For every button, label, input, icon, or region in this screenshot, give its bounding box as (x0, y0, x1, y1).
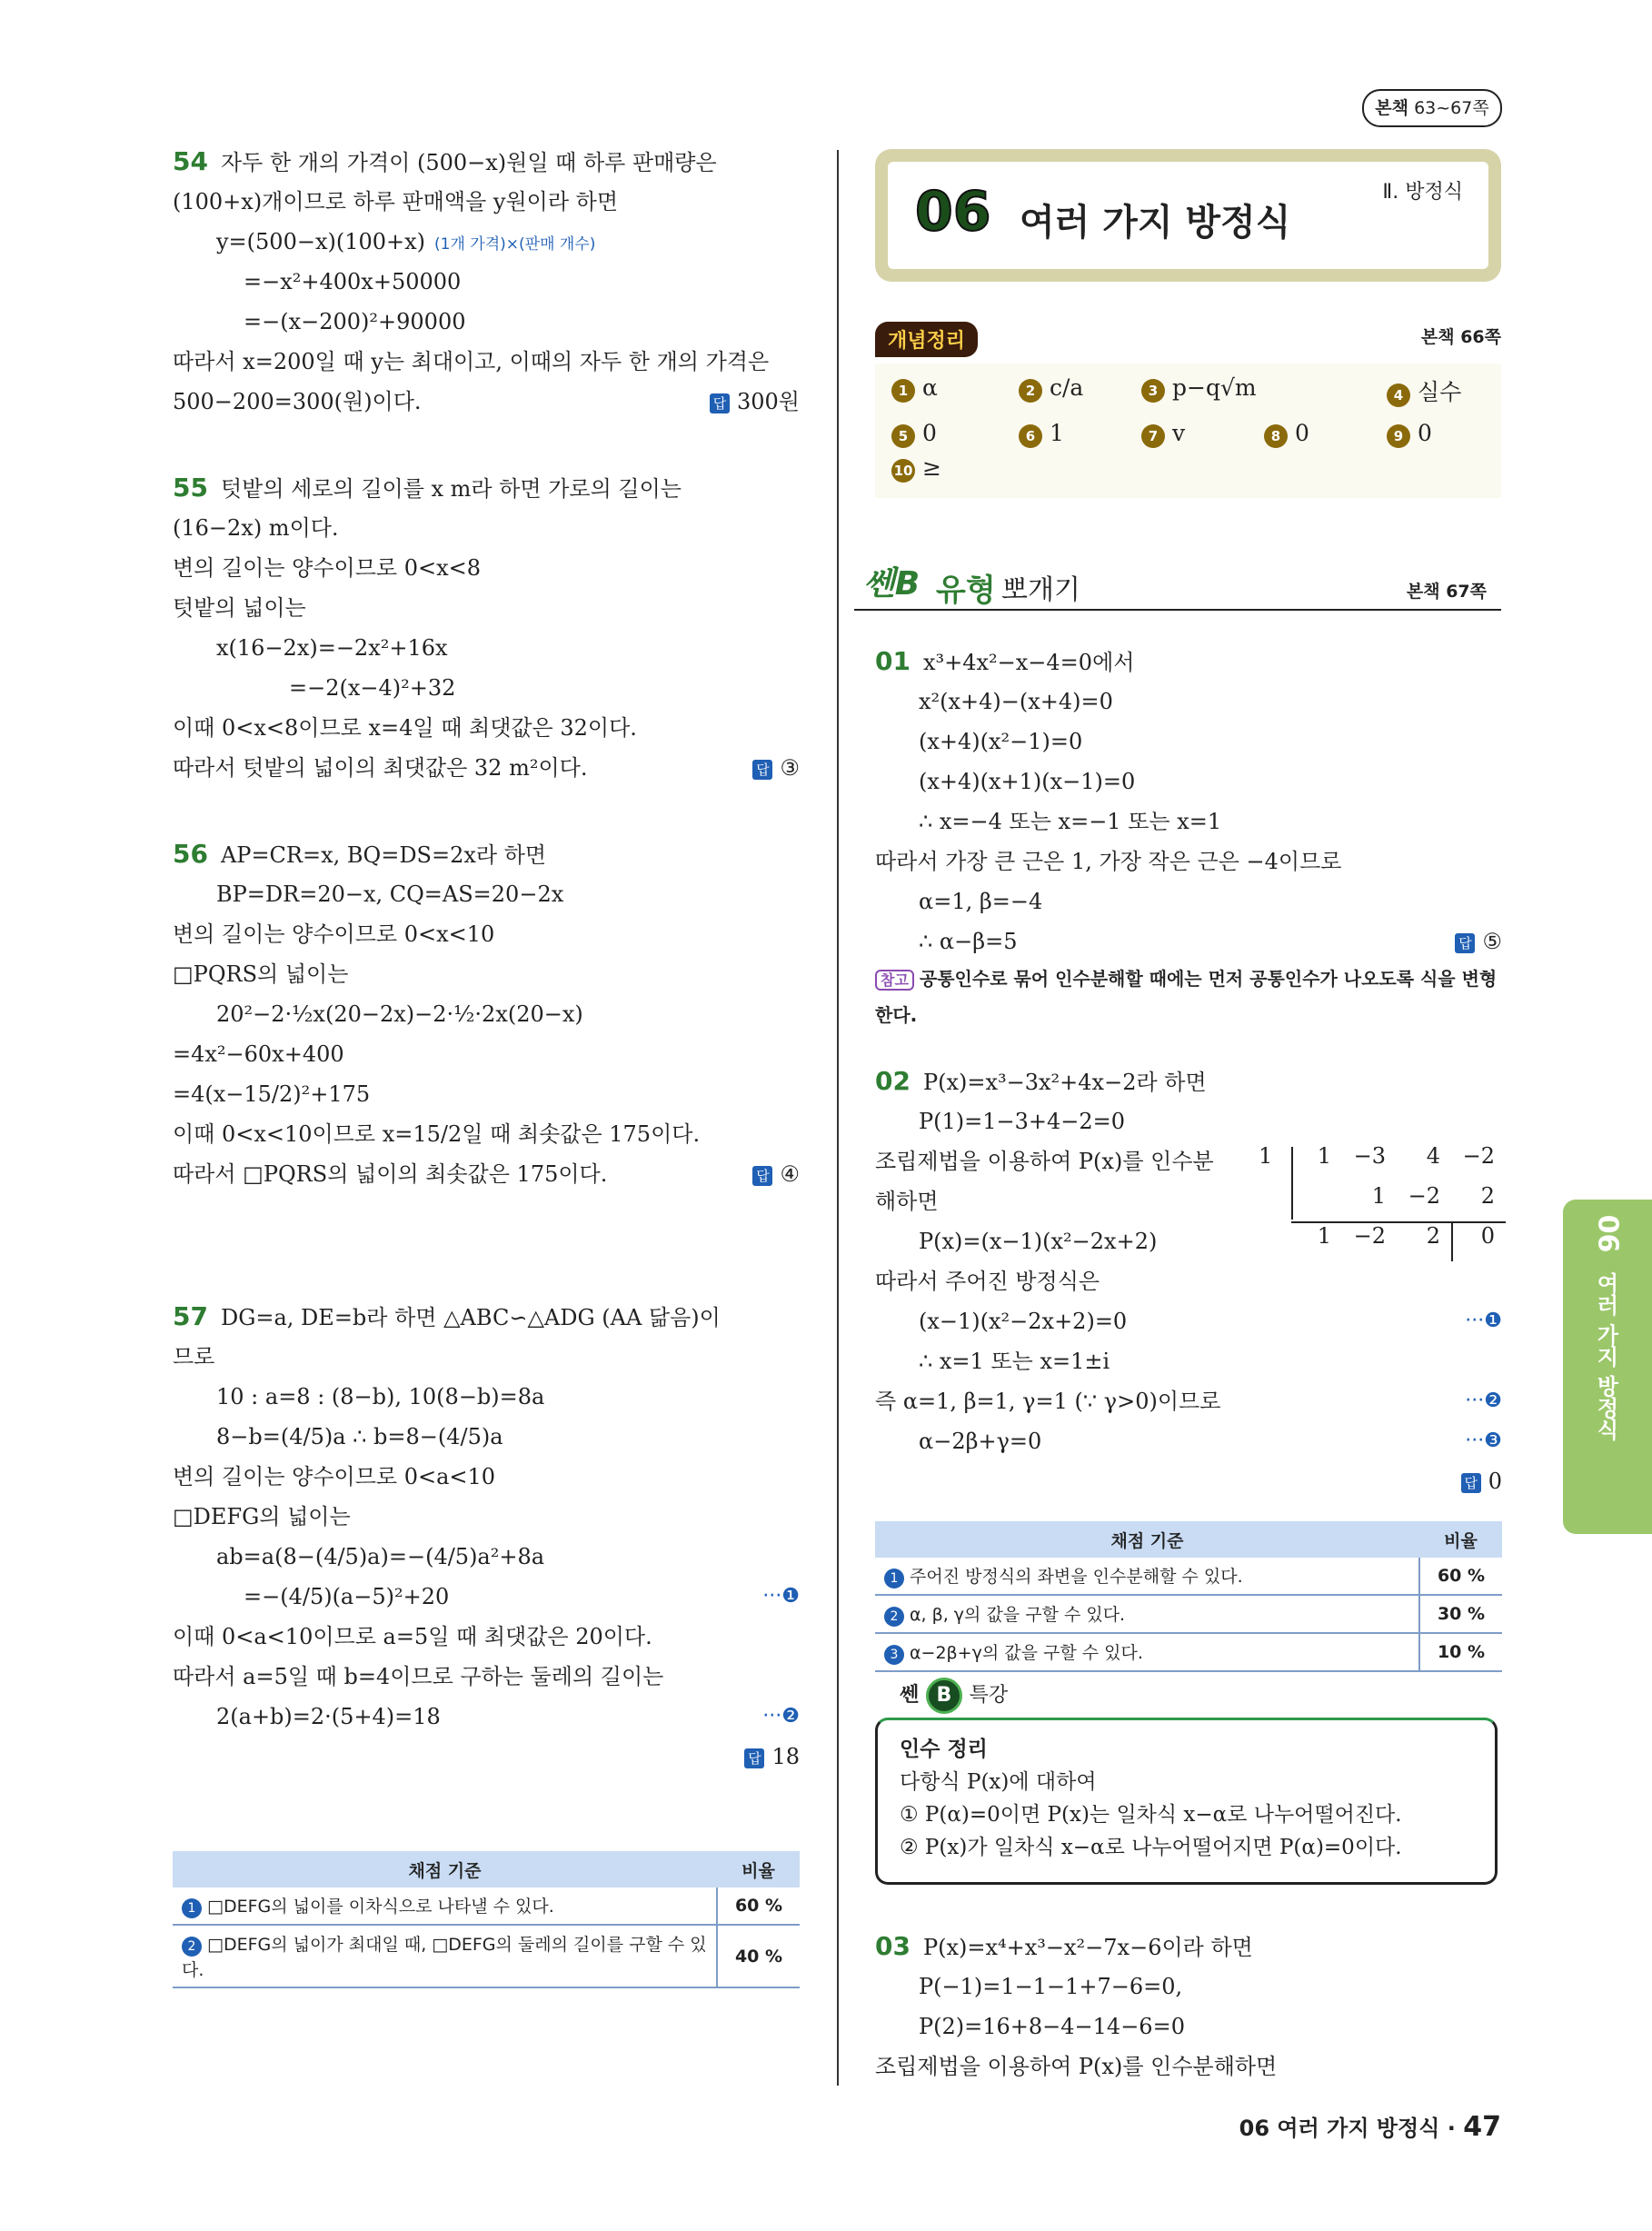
answer (744, 1737, 800, 1777)
problem-line (173, 1657, 800, 1697)
problem-line (173, 222, 800, 262)
line-text: 8−b=(4/5)a ∴ b=8−(4/5)a (216, 1424, 503, 1449)
synthetic-bar (1291, 1147, 1293, 1220)
synthetic-cell: −2 (1353, 1223, 1386, 1249)
line-text: 해하면 (875, 1189, 939, 1214)
reference-note (875, 961, 1511, 1032)
synthetic-remainder-box (1451, 1221, 1453, 1261)
line-text: 따라서 x=200일 때 y는 최대이고, 이때의 자두 한 개의 가격은 (173, 349, 770, 374)
criteria-percent: 40 % (717, 1925, 800, 1987)
problem-line (173, 1034, 800, 1074)
section-logo: 쎈B (863, 565, 921, 603)
problem-line (875, 1461, 1502, 1501)
special-title: 인수 정리 (900, 1738, 988, 1761)
problem-line (173, 588, 800, 628)
problem-line (173, 142, 800, 182)
problem (173, 468, 800, 788)
concept-value: 0 (1418, 420, 1432, 446)
line-text: 조립제법을 이용하여 P(x)를 인수분 (875, 1149, 1214, 1174)
step-number-icon: 3 (884, 1645, 904, 1665)
special-logo (900, 1678, 1008, 1714)
problem-line (173, 994, 800, 1034)
synthetic-cell: −2 (1462, 1143, 1495, 1169)
line-text: ∴ x=1 또는 x=1±i (919, 1349, 1110, 1374)
line-text: α=1, β=−4 (919, 889, 1043, 914)
line-text: =−(4/5)(a−5)²+20 (244, 1584, 450, 1609)
step-marker: ···❸ (1465, 1429, 1502, 1452)
problem-line (875, 1261, 1502, 1301)
answer-value: ④ (780, 1161, 800, 1187)
problem-line (875, 1381, 1502, 1421)
concept-item (1141, 420, 1185, 448)
line-text: ∴ x=−4 또는 x=−1 또는 x=1 (919, 809, 1222, 834)
concept-value: ≥ (922, 454, 941, 481)
note-line1: 공통인수로 묶어 인수분해할 때에는 먼저 공통인수가 나오도록 식을 변형 (919, 968, 1498, 990)
problem-line (173, 1337, 800, 1377)
chapter-title-box (875, 149, 1501, 282)
line-text: 500−200=300(원)이다. (173, 389, 422, 414)
chapter-title: 여러 가지 방정식 (1020, 202, 1291, 244)
problem-line (173, 1737, 800, 1777)
line-text: 즉 α=1, β=1, γ=1 (∵ γ>0)이므로 (875, 1389, 1221, 1414)
problem-line (173, 342, 800, 382)
answer-value: ③ (780, 755, 800, 781)
pill-range: 63~67쪽 (1414, 98, 1489, 118)
answer (1461, 1461, 1502, 1501)
problem-line (173, 1457, 800, 1497)
problem-line (173, 628, 800, 668)
special-logo-post: 특강 (969, 1684, 1009, 1707)
concept-number-icon: 10 (891, 459, 915, 483)
concept-number-icon: 9 (1387, 424, 1410, 448)
concept-number-icon: 6 (1019, 424, 1042, 448)
criteria-text (173, 1925, 717, 1987)
line-text: 이때 0<x<8이므로 x=4일 때 최댓값은 32이다. (173, 715, 637, 741)
line-text: =−(x−200)²+90000 (244, 309, 466, 334)
section-header (854, 554, 1501, 611)
problem-line (173, 1697, 800, 1737)
concept-item (1264, 420, 1309, 448)
page-range-pill (1362, 89, 1502, 127)
chapter-unit: Ⅱ. 방정식 (1382, 181, 1463, 204)
problem-line (875, 642, 1502, 682)
line-text: P(2)=16+8−4−14−6=0 (919, 2014, 1185, 2039)
problem-line (173, 874, 800, 914)
concept-number-icon: 8 (1264, 424, 1288, 448)
side-tab-title: 여러 가지 방정식 (1593, 1272, 1618, 1440)
line-text: α−2β+γ=0 (919, 1429, 1042, 1454)
line-text: P(1)=1−3+4−2=0 (919, 1109, 1126, 1134)
criteria-percent: 60 % (717, 1887, 800, 1925)
line-text: 변의 길이는 양수이므로 0<x<8 (173, 555, 482, 581)
problem-line (173, 182, 800, 222)
answer-icon: 답 (752, 1166, 772, 1186)
line-text: 텃밭의 세로의 길이를 x m라 하면 가로의 길이는 (220, 476, 682, 502)
concept-ref: 본책 66쪽 (1420, 327, 1501, 347)
line-text: =4x²−60x+400 (173, 1041, 344, 1067)
step-marker: ···❶ (1465, 1310, 1502, 1332)
concept-value: 0 (922, 420, 937, 446)
synthetic-cell: 0 (1480, 1223, 1495, 1249)
synthetic-cell: −3 (1353, 1143, 1386, 1169)
problem-number: 01 (875, 646, 911, 676)
answer-value: 300원 (737, 389, 800, 414)
concept-number-icon: 4 (1387, 383, 1410, 407)
problem-number: 02 (875, 1066, 911, 1096)
answer (752, 748, 800, 788)
criteria-text (875, 1558, 1419, 1595)
line-text: (x+4)(x²−1)=0 (919, 729, 1083, 754)
synthetic-cell: 2 (1480, 1183, 1495, 1209)
problem-line (875, 921, 1502, 961)
line-text: =−x²+400x+50000 (244, 269, 462, 294)
concept-value: 실수 (1418, 379, 1462, 405)
line-text: 므로 (173, 1344, 215, 1369)
concept-item (1387, 374, 1461, 407)
criteria-text (875, 1595, 1419, 1633)
concept-value: α (922, 374, 938, 401)
concept-value: p−q√m (1172, 374, 1257, 401)
problem-line (173, 468, 800, 508)
note-line2: 한다. (875, 1004, 918, 1026)
answer-value: 0 (1488, 1469, 1502, 1494)
problem-line (173, 508, 800, 548)
problem (875, 1061, 1502, 1501)
line-text: =−2(x−4)²+32 (289, 675, 456, 701)
problem (173, 142, 800, 422)
step-number-icon: 2 (182, 1937, 202, 1957)
problem-line (173, 708, 800, 748)
section-title-rest: 뽀개기 (1001, 574, 1080, 606)
problem-line (173, 1377, 800, 1417)
criteria-header: 채점 기준 (875, 1521, 1419, 1558)
concept-number-icon: 2 (1019, 379, 1042, 403)
problem-line (173, 1417, 800, 1457)
footer-chapter: 06 여러 가지 방정식 · (1239, 2116, 1456, 2141)
special-intro: 다항식 P(x)에 대하여 (900, 1770, 1097, 1794)
problem (875, 642, 1502, 961)
concept-item (891, 420, 937, 448)
problem-line (875, 1301, 1502, 1341)
problem-number: 54 (173, 146, 208, 176)
page-footer (1239, 2110, 1501, 2143)
answer-icon: 답 (752, 760, 772, 780)
synthetic-cell: 1 (1371, 1183, 1386, 1209)
criteria-text (173, 1887, 717, 1925)
special-logo-b: B (926, 1678, 962, 1714)
step-number-icon: 1 (182, 1898, 202, 1918)
problem-line (875, 682, 1502, 722)
step-marker: ···❶ (762, 1585, 800, 1608)
line-text: 이때 0<x<10이므로 x=15/2일 때 최솟값은 175이다. (173, 1121, 701, 1147)
criteria-percent: 10 % (1419, 1633, 1502, 1671)
line-text: 따라서 a=5일 때 b=4이므로 구하는 둘레의 길이는 (173, 1664, 664, 1689)
answer (1455, 921, 1502, 961)
line-text: P(−1)=1−1−1+7−6=0, (919, 1974, 1183, 1999)
problem-number: 57 (173, 1301, 208, 1331)
problem-line (173, 1297, 800, 1337)
problem-line (173, 302, 800, 342)
synthetic-root: 1 (1259, 1143, 1273, 1169)
concept-number-icon: 5 (891, 424, 915, 448)
problem (875, 1927, 1502, 2087)
problem-line (173, 1497, 800, 1537)
section-title-bold: 유형 (936, 573, 996, 609)
problem-line (173, 548, 800, 588)
concept-item (891, 454, 941, 483)
criteria-header: 비율 (717, 1851, 800, 1887)
criteria-row (875, 1595, 1502, 1633)
answer (710, 382, 800, 422)
line-text: 변의 길이는 양수이므로 0<x<10 (173, 921, 495, 947)
problem-line (173, 1074, 800, 1114)
line-text: ∴ α−β=5 (919, 929, 1018, 954)
line-text: DG=a, DE=b라 하면 △ABC∽△ADG (AA 닮음)이 (220, 1305, 721, 1330)
line-text: x³+4x²−x−4=0에서 (922, 650, 1135, 675)
annotation: (1개 가격)×(판매 개수) (434, 235, 596, 254)
synthetic-bar (1291, 1221, 1506, 1223)
concept-item (1141, 374, 1257, 403)
line-text: 10 : a=8 : (8−b), 10(8−b)=8a (216, 1384, 545, 1409)
problem-line (875, 1341, 1502, 1381)
pill-label: 본책 (1375, 98, 1409, 118)
problem-line (173, 834, 800, 874)
line-text: 텃밭의 넓이는 (173, 595, 306, 621)
line-text: 따라서 텃밭의 넓이의 최댓값은 32 m²이다. (173, 755, 588, 781)
step-marker: ···❷ (762, 1705, 800, 1728)
concept-value: v (1172, 420, 1186, 446)
problem-line (173, 954, 800, 994)
problem-line (875, 1061, 1502, 1101)
problem-line (173, 668, 800, 708)
concept-value: c/a (1050, 374, 1084, 401)
line-text: x²(x+4)−(x+4)=0 (919, 689, 1113, 714)
criteria-row (875, 1558, 1502, 1595)
line-text: BP=DR=20−x, CQ=AS=20−2x (216, 881, 564, 907)
problem-line (173, 1617, 800, 1657)
concept-item (1019, 374, 1083, 403)
answer-value: 18 (771, 1744, 800, 1769)
concept-value: 1 (1050, 420, 1064, 446)
line-text: 따라서 주어진 방정식은 (875, 1269, 1100, 1294)
side-tab-number: 06 (1591, 1214, 1624, 1253)
synthetic-cell: 4 (1426, 1143, 1440, 1169)
line-text: P(x)=x³−3x²+4x−2라 하면 (922, 1070, 1207, 1095)
line-text: (100+x)개이므로 하루 판매액을 y원이라 하면 (173, 189, 619, 214)
synthetic-cell: 1 (1317, 1223, 1331, 1249)
problem-line (875, 762, 1502, 802)
answer-icon: 답 (744, 1748, 764, 1768)
criteria-desc: α, β, γ의 값을 구할 수 있다. (910, 1605, 1126, 1625)
concept-box (875, 364, 1501, 498)
answer (752, 1154, 800, 1194)
problem-line (173, 1114, 800, 1154)
criteria-header: 비율 (1419, 1521, 1502, 1558)
synthetic-cell: −2 (1408, 1183, 1440, 1209)
criteria-table-left (173, 1851, 800, 1988)
line-text: 따라서 □PQRS의 넓이의 최솟값은 175이다. (173, 1161, 608, 1187)
concept-number-icon: 3 (1141, 379, 1165, 403)
line-text: ab=a(8−(4/5)a)=−(4/5)a²+8a (216, 1544, 545, 1569)
chapter-side-tab[interactable] (1563, 1200, 1652, 1534)
problem-line (875, 2007, 1502, 2047)
line-text: 2(a+b)=2·(5+4)=18 (216, 1704, 441, 1729)
criteria-desc: □DEFG의 넓이를 이차식으로 나타낼 수 있다. (207, 1897, 554, 1917)
problem-line (875, 842, 1502, 881)
line-text: 따라서 가장 큰 근은 1, 가장 작은 근은 −4이므로 (875, 849, 1342, 874)
line-text: (x+4)(x+1)(x−1)=0 (919, 769, 1136, 794)
concept-item (1019, 420, 1064, 448)
line-text: =4(x−15/2)²+175 (173, 1081, 371, 1107)
problem-line (173, 914, 800, 954)
problem-line (173, 382, 800, 422)
criteria-header: 채점 기준 (173, 1851, 717, 1887)
line-text: y=(500−x)(100+x) (216, 229, 426, 254)
problem-line (875, 1101, 1502, 1141)
line-text: x(16−2x)=−2x²+16x (216, 635, 448, 661)
synthetic-cell: 1 (1317, 1143, 1331, 1169)
line-text: P(x)=x⁴+x³−x²−7x−6이라 하면 (922, 1935, 1253, 1960)
chapter-number: 06 (915, 180, 991, 244)
problem-line (875, 1927, 1502, 1967)
criteria-desc: α−2β+γ의 값을 구할 수 있다. (910, 1643, 1143, 1663)
concept-item (891, 374, 938, 403)
concept-item (1387, 420, 1432, 448)
criteria-desc: 주어진 방정식의 좌변을 인수분해할 수 있다. (910, 1567, 1243, 1587)
special-logo-pre: 쎈 (900, 1684, 920, 1707)
criteria-text (875, 1633, 1419, 1671)
problem-number: 03 (875, 1931, 911, 1961)
problem-line (173, 262, 800, 302)
step-number-icon: 2 (884, 1607, 904, 1627)
concept-number-icon: 1 (891, 379, 915, 403)
section-ref: 본책 67쪽 (1406, 582, 1487, 602)
problem-line (875, 1421, 1502, 1461)
page-number: 47 (1463, 2111, 1501, 2143)
factor-theorem-box (875, 1718, 1498, 1885)
concept-tag: 개념정리 (875, 322, 978, 357)
special-item-2: ② P(x)가 일차식 x−α로 나누어떨어지면 P(α)=0이다. (900, 1836, 1402, 1859)
answer-value: ⑤ (1482, 929, 1502, 954)
problem-line (173, 1537, 800, 1577)
problem-number: 56 (173, 839, 208, 869)
criteria-desc: □DEFG의 넓이가 최대일 때, □DEFG의 둘레의 길이를 구할 수 있다. (182, 1935, 707, 1980)
problem-line (875, 1967, 1502, 2007)
column-divider (837, 150, 839, 2086)
line-text: 변의 길이는 양수이므로 0<a<10 (173, 1464, 496, 1489)
line-text: (16−2x) m이다. (173, 515, 339, 541)
criteria-row (875, 1633, 1502, 1671)
problem (173, 834, 800, 1194)
problem-line (173, 1577, 800, 1617)
criteria-percent: 30 % (1419, 1595, 1502, 1633)
problem-line (173, 748, 800, 788)
line-text: □DEFG의 넓이는 (173, 1504, 351, 1529)
line-text: P(x)=(x−1)(x²−2x+2) (919, 1229, 1158, 1254)
problem-number: 55 (173, 473, 208, 503)
answer-icon: 답 (710, 393, 730, 413)
answer-icon: 답 (1455, 933, 1475, 953)
synthetic-division (1259, 1143, 1504, 1263)
special-item-1: ① P(α)=0이면 P(x)는 일차식 x−α로 나누어떨어진다. (900, 1803, 1402, 1827)
line-text: 자두 한 개의 가격이 (500−x)원일 때 하루 판매량은 (220, 150, 717, 175)
criteria-table-right (875, 1521, 1502, 1672)
problem-line (875, 802, 1502, 842)
criteria-row (173, 1925, 800, 1987)
problem-line (875, 2047, 1502, 2087)
line-text: 조립제법을 이용하여 P(x)를 인수분해하면 (875, 2054, 1278, 2079)
concept-value: 0 (1295, 420, 1309, 446)
line-text: AP=CR=x, BQ=DS=2x라 하면 (220, 842, 547, 868)
note-tag: 참고 (875, 970, 914, 991)
synthetic-cell: 2 (1426, 1223, 1440, 1249)
line-text: □PQRS의 넓이는 (173, 961, 349, 987)
line-text: 20²−2·½x(20−2x)−2·½·2x(20−x) (216, 1001, 583, 1027)
criteria-row (173, 1887, 800, 1925)
step-marker: ···❷ (1465, 1389, 1502, 1412)
problem-line (173, 1154, 800, 1194)
problem-line (875, 722, 1502, 762)
concept-number-icon: 7 (1141, 424, 1165, 448)
criteria-percent: 60 % (1419, 1558, 1502, 1595)
problem (173, 1297, 800, 1777)
line-text: 이때 0<a<10이므로 a=5일 때 최댓값은 20이다. (173, 1624, 652, 1649)
line-text: (x−1)(x²−2x+2)=0 (919, 1309, 1128, 1334)
problem-line (875, 881, 1502, 921)
step-number-icon: 1 (884, 1569, 904, 1589)
answer-icon: 답 (1461, 1473, 1481, 1493)
